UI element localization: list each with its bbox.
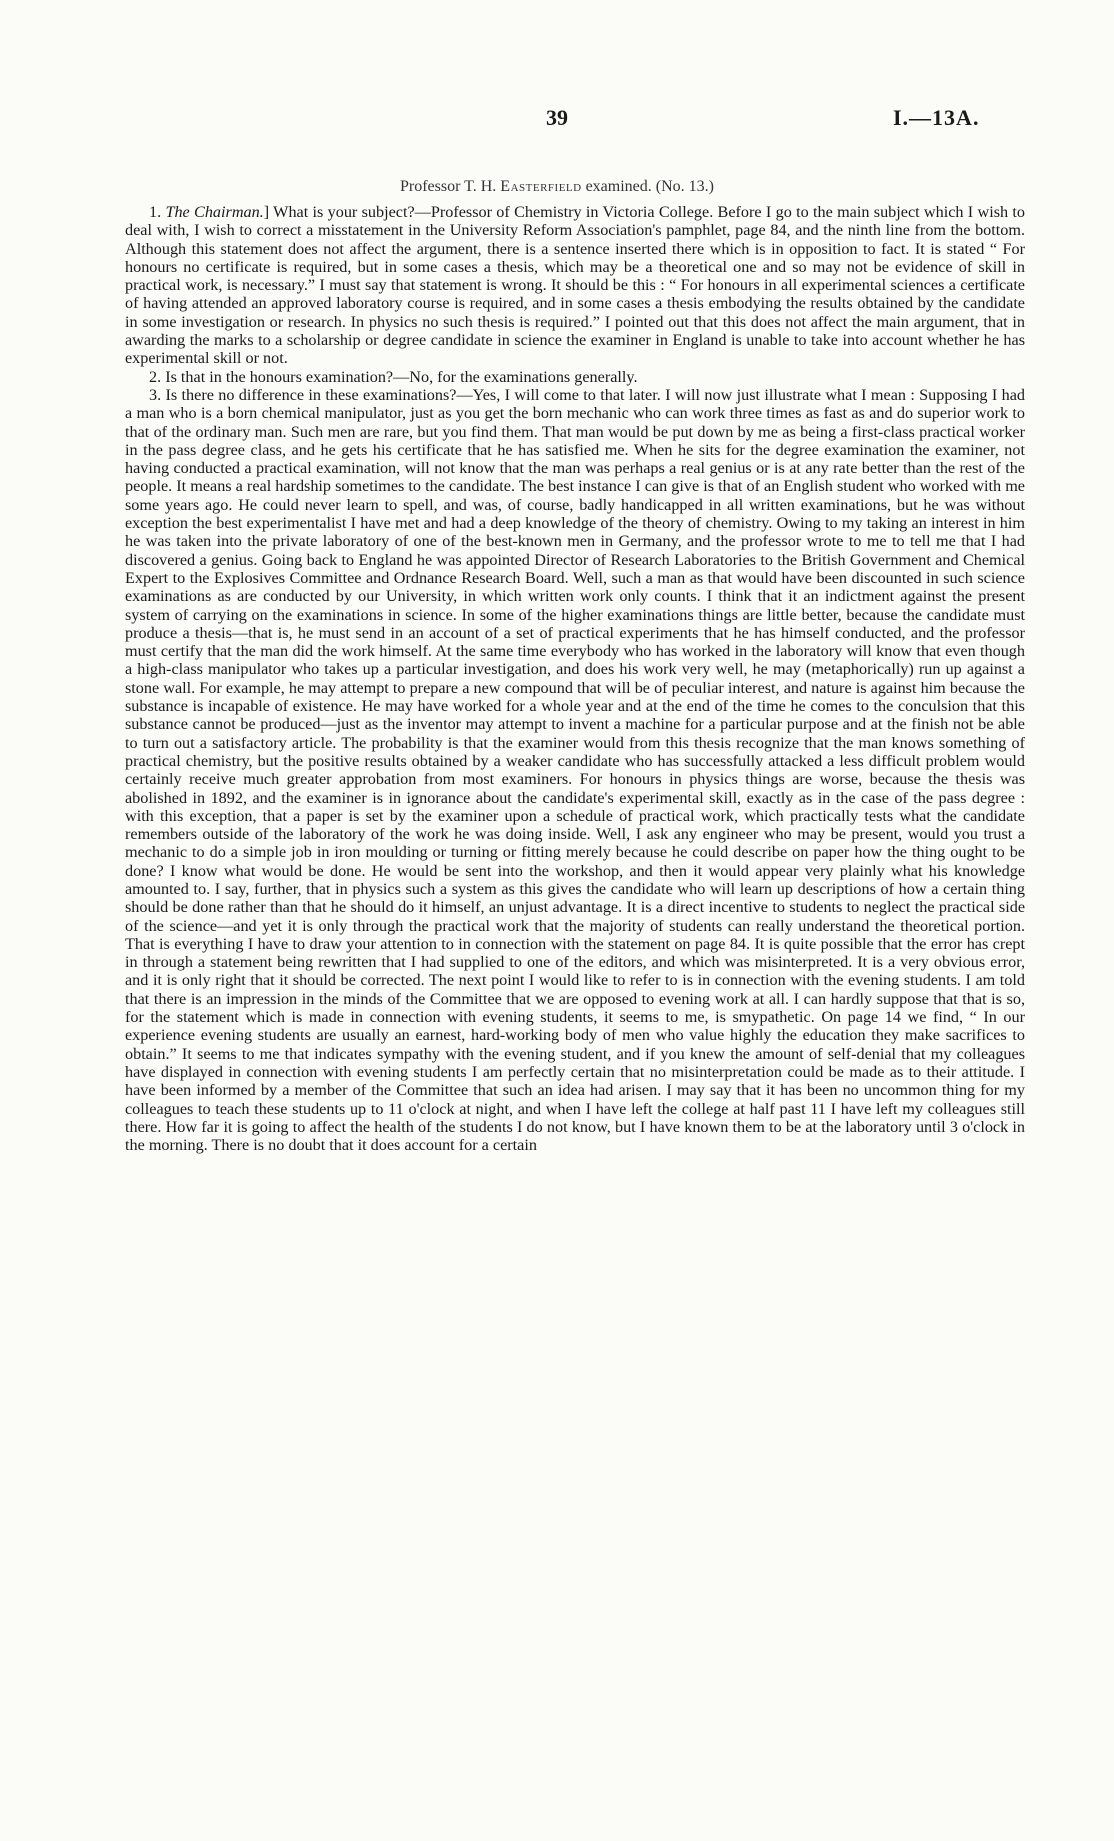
heading-name: Easterfield	[500, 178, 582, 195]
paragraph-text: Is that in the honours examination?—No, for the examinations generally.	[165, 367, 638, 386]
question-number: 3.	[149, 385, 166, 404]
page-number: 39	[546, 105, 568, 130]
speaker: The Chairman.	[165, 203, 264, 221]
examination-heading	[0, 178, 1114, 196]
paragraph	[125, 386, 1025, 1154]
question-number: 1.	[149, 203, 166, 221]
paragraph	[125, 368, 1025, 386]
question-number: 2.	[149, 367, 166, 386]
paragraph	[125, 203, 1025, 368]
heading-suffix: examined. (No. 13.)	[581, 178, 714, 195]
paragraph-text: ] What is your subject?—Professor of Chemistry in Victoria College. Before I go to the main subject which I wish to deal with, I wish to correct a misstatement in the University Reform Association's pamphlet, page 84, and the ninth line from the bottom. Although this statement does not affect the argument, there is a sentence inserted there which is in opposition to fact. It is stated “ For honours no certificate is required, but in some cases a thesis, which may be a theoretical one and so may not be evidence of skill in practical work, is necessary.” I must say that statement is wrong. It should be this : “ For honours in all experimental sciences a certificate of having attended an approved laboratory course is required, and in some cases a thesis embodying the results obtained by the candidate in some investigation or research. In physics no such thesis is required.” I pointed out that this does not affect the main argument, that in awarding the marks to a scholarship or degree candidate in science the examiner in England is unable to take into account whether he has experimental skill or not.	[125, 203, 1025, 368]
testimony-body	[125, 203, 1025, 1154]
paragraph-text: Is there no difference in these examinations?—Yes, I will come to that later. I will now just illustrate what I mean : Supposing I had a man who is a born chemical manipulator, just as you get the born mechanic who can work three times as fast as and do superior work to that of the ordinary man. Such men are rare, but you find them. That man would be put down by me as being a first-class practical worker in the pass degree class, and he gets his certificate that he has satisfied me. When he sits for the degree examination the examiner, not having conducted a practical examination, will not know that the man was perhaps a real genius or is at any rate better than the rest of the people. It means a real hardship sometimes to the candidate. The best instance I can give is that of an English student who worked with me some years ago. He could never learn to spell, and was, of course, badly handicapped in all written examinations, but he was without exception the best experimentalist I have met and had a deep knowledge of the theory of chemistry. Owing to my taking an interest in him he was taken into the private laboratory of one of the best-known men in Germany, and the professor wrote to me to tell me that I had discovered a genius. Going back to England he was appointed Director of Research Laboratories to the British Government and Chemical Expert to the Explosives Committee and Ordnance Research Board. Well, such a man as that would have been discounted in such science examinations as are conducted by our University, in which written work only counts. I think that it an indictment against the present system of carrying on the examinations in science. In some of the higher examinations things are little better, because the candidate must produce a thesis—that is, he must send in an account of a set of practical experiments that he has himself conducted, and the professor must certify that the man did the work himself. At the same time everybody who has worked in the laboratory will know that even though a high-class manipulator who takes up a particular investigation, and does his work very well, he may (metaphorically) run up against a stone wall. For example, he may attempt to prepare a new compound that will be of peculiar interest, and nature is against him because the substance is incapable of existence. He may have worked for a whole year and at the end of the time he comes to the conculsion that this substance cannot be produced—just as the inventor may attempt to invent a machine for a particular purpose and at the finish not be able to turn out a satisfactory article. The probability is that the examiner would from this thesis recognize that the man knows something of practical chemistry, but the positive results obtained by a weaker candidate who has successfully attacked a less difficult problem would certainly receive much greater approbation from most examiners. For honours in physics things are worse, because the thesis was abolished in 1892, and the examiner is in ignorance about the candidate's experimental skill, exactly as in the case of the pass degree : with this exception, that a paper is set by the examiner upon a schedule of practical work, which practically tests what the candidate remembers outside of the laboratory of the work he was doing inside. Well, I ask any engineer who may be present, would you trust a mechanic to do a simple job in iron moulding or turning or fitting merely because he could describe on paper how the thing ought to be done? I know what would be done. He would be sent into the workshop, and then it would appear very plainly what his knowledge amounted to. I say, further, that in physics such a system as this gives the candidate who will learn up descriptions of how a certain thing should be done rather than that he should do it himself, an unjust advantage. It is a direct incentive to students to neglect the practical side of the science—and yet it is only through the practical work that the majority of students can really understand the theoretical portion. That is everything I have to draw your attention to in connection with the statement on page 84. It is quite possible that the error has crept in through a statement being rewritten that I had supplied to one of the editors, and which was misinterpreted. It is a very obvious error, and it is only right that it should be corrected. The next point I would like to refer to is in connection with the evening students. I am told that there is an impression in the minds of the Committee that we are opposed to evening work at all. I can hardly suppose that that is so, for the statement which is made in connection with evening students, it seems to me, is smypathetic. On page 14 we find, “ In our experience evening students are usually an earnest, hard-working body of men who value highly the education they make sacrifices to obtain.” It seems to me that indicates sympathy with the evening student, and if you knew the amount of self-denial that my colleagues have displayed in connection with evening students I am perfectly certain that no misinterpretation could be made as to their attitude. I have been informed by a member of the Committee that such an idea had arisen. I may say that it has been no uncommon thing for my colleagues to teach these students up to 11 o'clock at night, and when I have left the college at half past 11 I have left my colleagues still there. How far it is going to affect the health of the students I do not know, but I have known them to be at the laboratory until 3 o'clock in the morning. There is no doubt that it does account for a certain	[125, 385, 1025, 1155]
heading-prefix: Professor T. H.	[400, 178, 501, 195]
page-reference: I.—13A.	[893, 105, 980, 130]
